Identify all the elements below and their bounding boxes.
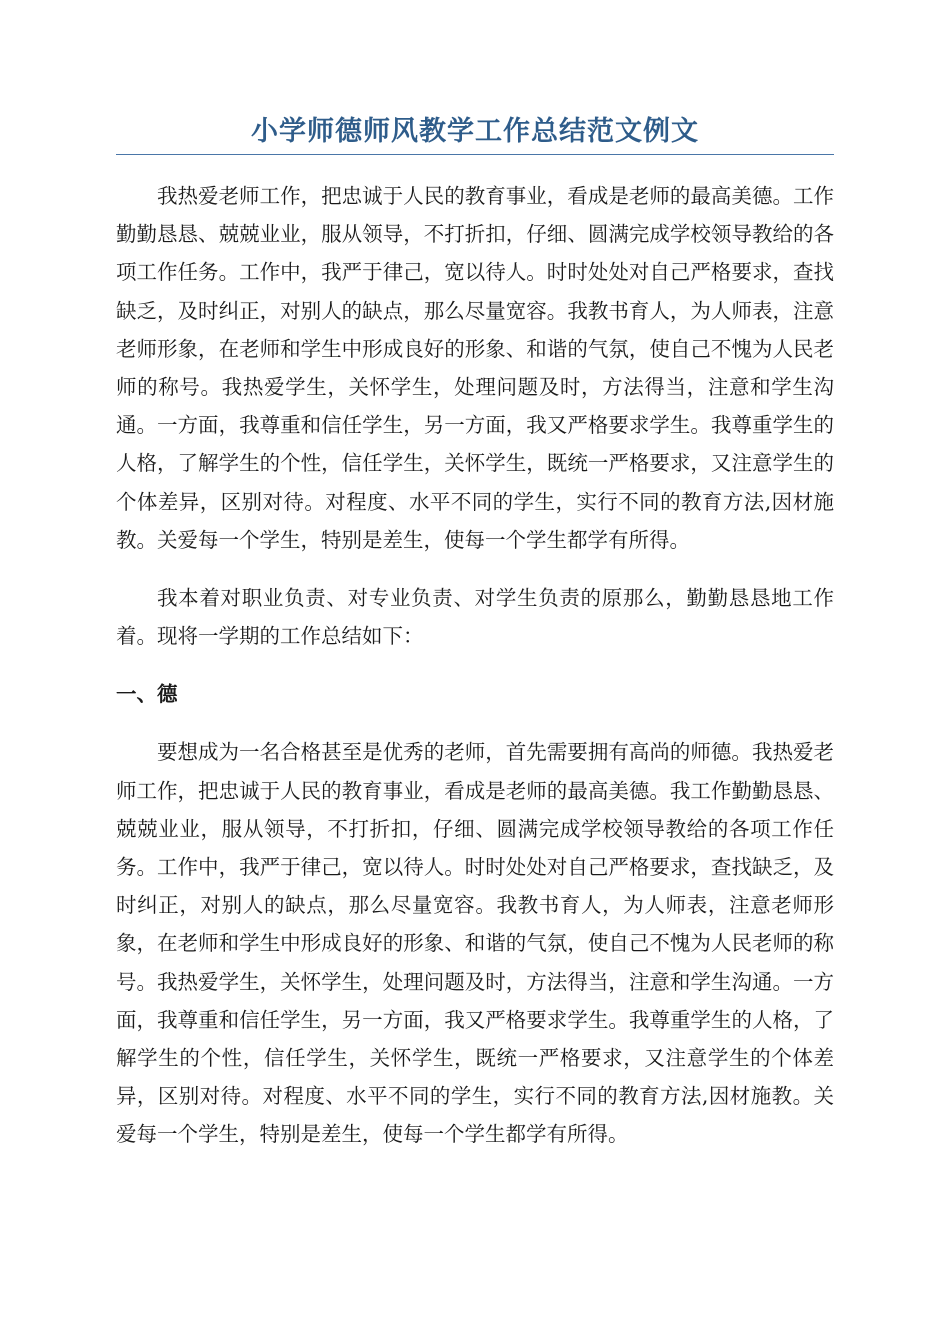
paragraph-intro: 我热爱老师工作，把忠诚于人民的教育事业，看成是老师的最高美德。工作勤勤恳恳、兢兢业业，服从领导，不打折扣，仔细、圆满完成学校领导教给的各项工作任务。工作中，我严于律己，宽以待人。时时处处对自己严格要求，查找缺乏，及时纠正，对别人的缺点，那么尽量宽容。我教书育人，为人师表，注意老师形象，在老师和学生中形成良好的形象、和谐的气氛，使自己不愧为人民老师的称号。我热爱学生，关怀学生，处理问题及时，方法得当，注意和学生沟通。一方面，我尊重和信任学生，另一方面，我又严格要求学生。我尊重学生的人格，了解学生的个性，信任学生，关怀学生，既统一严格要求，又注意学生的个体差异，区别对待。对程度、水平不同的学生，实行不同的教育方法,因材施教。关爱每一个学生，特别是差生，使每一个学生都学有所得。 [116,184,834,552]
paragraph-virtue-body: 要想成为一名合格甚至是优秀的老师，首先需要拥有高尚的师德。我热爱老师工作，把忠诚于人民的教育事业，看成是老师的最高美德。我工作勤勤恳恳、兢兢业业，服从领导，不打折扣，仔细、圆满完成学校领导教给的各项工作任务。工作中，我严于律己，宽以待人。时时处处对自己严格要求，查找缺乏，及时纠正，对别人的缺点，那么尽量宽容。我教书育人，为人师表，注意老师形象，在老师和学生中形成良好的形象、和谐的气氛，使自己不愧为人民老师的称号。我热爱学生，关怀学生，处理问题及时，方法得当，注意和学生沟通。一方面，我尊重和信任学生，另一方面，我又严格要求学生。我尊重学生的人格，了解学生的个性，信任学生，关怀学生，既统一严格要求，又注意学生的个体差异，区别对待。对程度、水平不同的学生，实行不同的教育方法,因材施教。关爱每一个学生，特别是差生，使每一个学生都学有所得。 [116,740,834,1147]
document-title: 小学师德师风教学工作总结范文例文 [251,116,699,147]
title-underline-divider [116,154,834,155]
document-page [116,112,834,1174]
paragraph-summary-lead: 我本着对职业负责、对专业负责、对学生负责的原那么，勤勤恳恳地工作着。现将一学期的工作总结如下： [116,586,834,649]
section-heading-virtue: 一、德 [116,682,178,707]
